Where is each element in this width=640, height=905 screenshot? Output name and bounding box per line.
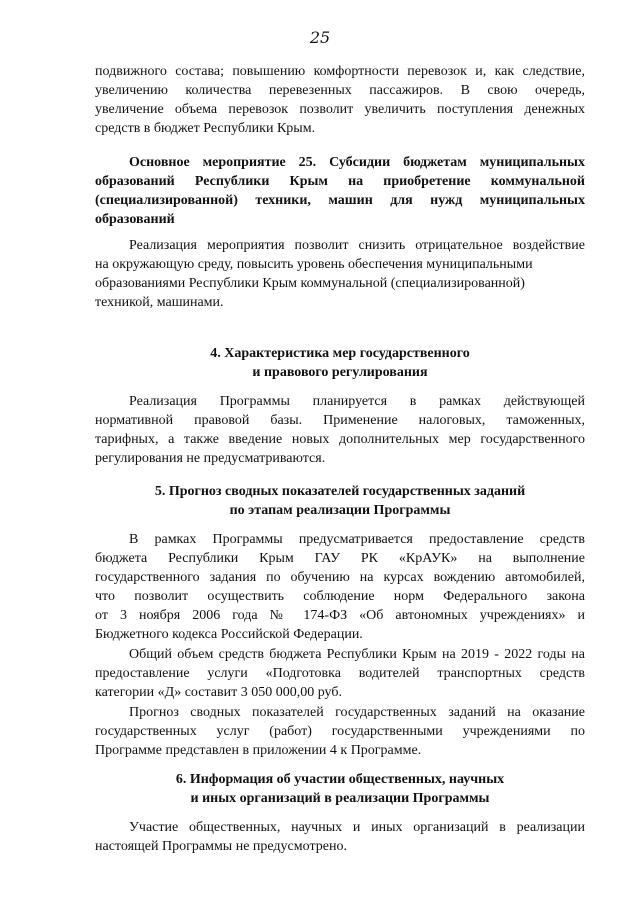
text-line: регулирования не предусматриваются.: [95, 451, 326, 466]
title-line: 6. Информация об участии общественных, научных: [175, 772, 505, 787]
section-6-title: [95, 770, 585, 808]
text-line: тарифных, а также введение новых дополнительных мер государственного: [95, 432, 585, 447]
text-line: что позволит осуществить соблюдение норм Федерального закона: [95, 589, 585, 604]
text-line: предоставление услуги «Подготовка водителей транспортных средств: [95, 666, 585, 681]
section-5-title: [95, 482, 585, 520]
intro-paragraph: [95, 62, 585, 138]
measure-25-title: [95, 153, 585, 229]
page-number: 25: [309, 28, 331, 47]
section-5-paragraph-2: [95, 645, 585, 702]
text-line: техникой, машинами.: [95, 295, 224, 310]
section-4-body: [95, 392, 585, 468]
text-line: подвижного состава; повышению комфортности перевозок и, как следствие,: [95, 64, 585, 79]
text-line: государственных услуг (работ) государственными учреждениями по: [95, 724, 585, 739]
title-line: 4. Характеристика мер государственного: [210, 346, 470, 361]
text-line: Участие общественных, научных и иных организаций в реализации: [129, 820, 585, 835]
title-line: образований: [95, 212, 175, 227]
section-4-title: [95, 344, 585, 382]
text-line: средств в бюджет Республики Крым.: [95, 121, 316, 136]
text-line: бюджета Республики Крым ГАУ РК «КрАУК» на выполнение: [95, 551, 585, 566]
title-line: и иных организаций в реализации Программы: [190, 791, 490, 806]
title-line: 5. Прогноз сводных показателей государственных заданий: [154, 484, 526, 499]
text-line: на окружающую среду, повысить уровень обеспечения муниципальными: [95, 257, 533, 272]
title-line: и правового регулирования: [252, 365, 428, 380]
text-line: государственного задания по обучению на курсах вождению автомобилей,: [95, 570, 585, 585]
text-line: от 3 ноября 2006 года № 174-ФЗ «Об автономных учреждениях» и: [95, 608, 585, 623]
text-line: категории «Д» составит 3 050 000,00 руб.: [95, 685, 342, 700]
text-line: Реализация мероприятия позволит снизить отрицательное воздействие: [129, 238, 585, 253]
title-line: (специализированной) техники, машин для нужд муниципальных: [95, 193, 585, 208]
text-line: увеличению количества перевезенных пассажиров. В свою очередь,: [95, 83, 585, 98]
text-line: настоящей Программы не предусмотрено.: [95, 839, 347, 854]
text-line: увеличение объема перевозок позволит увеличить поступления денежных: [95, 102, 585, 117]
text-line: Реализация Программы планируется в рамках действующей: [129, 394, 585, 409]
title-line: Основное мероприятие 25. Субсидии бюджетам муниципальных: [129, 155, 585, 170]
title-line: образований Республики Крым на приобретение коммунальной: [95, 174, 585, 189]
text-line: образованиями Республики Крым коммунальной (специализированной): [95, 276, 525, 291]
text-line: Прогноз сводных показателей государственных заданий на оказание: [129, 705, 585, 720]
text-line: Программе представлен в приложении 4 к Программе.: [95, 743, 422, 758]
text-line: нормативной правовой базы. Применение налоговых, таможенных,: [95, 413, 585, 428]
section-5-paragraph-3: [95, 703, 585, 760]
section-6-body: [95, 818, 585, 856]
title-line: по этапам реализации Программы: [229, 503, 451, 518]
measure-25-body: [95, 236, 585, 312]
text-line: Общий объем средств бюджета Республики Крым на 2019 - 2022 годы на: [129, 647, 585, 662]
section-5-paragraph-1: [95, 530, 585, 644]
text-line: Бюджетного кодекса Российской Федерации.: [95, 627, 363, 642]
text-line: В рамках Программы предусматривается предоставление средств: [129, 532, 585, 547]
